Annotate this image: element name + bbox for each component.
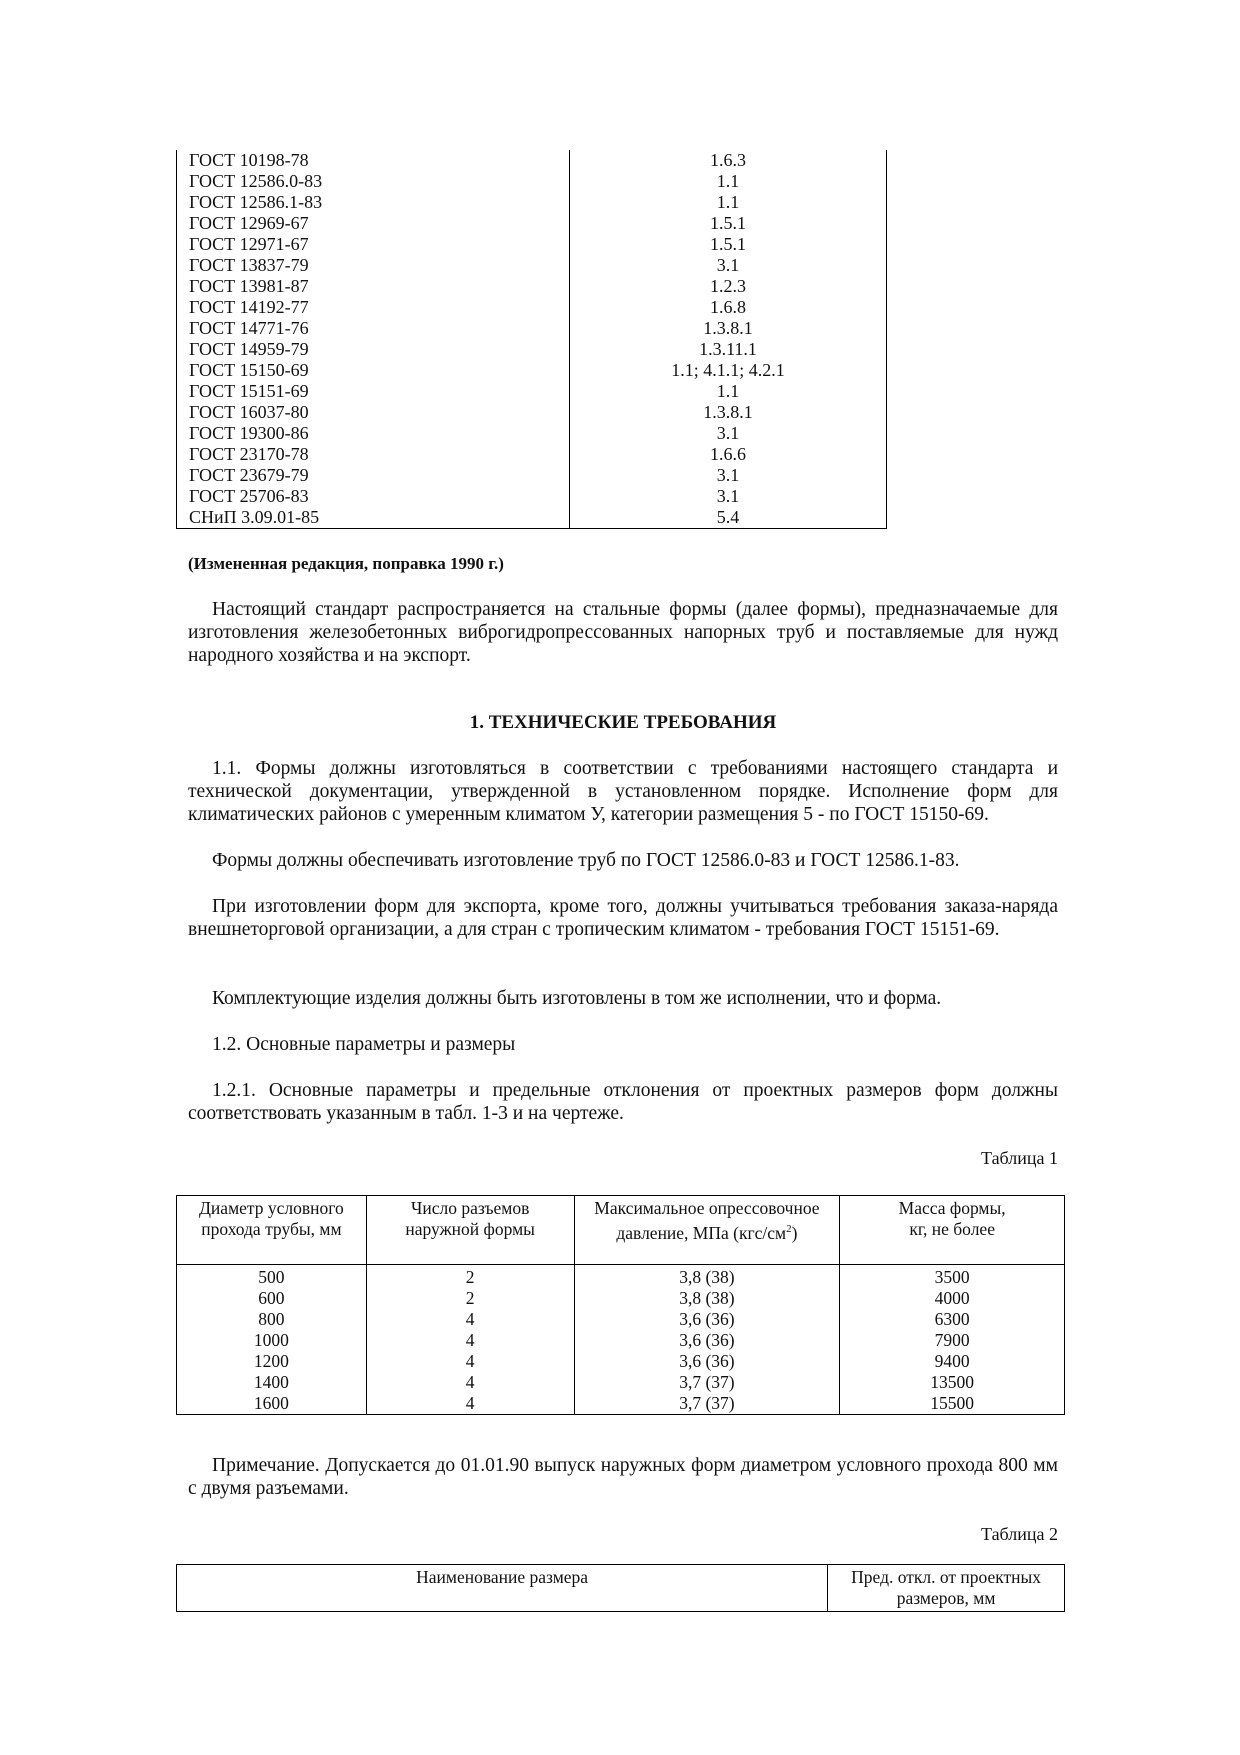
paragraph-export-text: При изготовлении форм для экспорта, кроме того, должны учитываться требования заказа-наряда внешнеторговой организации, а для стран с тропическим климатом - требования ГОСТ 15151-69. [188, 896, 1058, 940]
table1-row [177, 1309, 1065, 1330]
reference-row [177, 318, 887, 339]
table1-cell-pressure: 3,7 (37) [574, 1372, 840, 1393]
table1-cell-pressure: 3,6 (36) [574, 1330, 840, 1351]
reference-clause: 1.3.11.1 [570, 339, 887, 360]
reference-clause: 1.2.3 [570, 276, 887, 297]
table1-cell-mass: 9400 [840, 1351, 1065, 1372]
paragraph-export [188, 895, 1058, 941]
table2-header-name: Наименование размера [177, 1565, 828, 1612]
references-table [176, 150, 887, 529]
reference-doc: ГОСТ 12586.1-83 [177, 192, 570, 213]
table1-cell-pressure: 3,8 (38) [574, 1265, 840, 1289]
reference-doc: ГОСТ 15151-69 [177, 381, 570, 402]
amendment-note: (Измененная редакция, поправка 1990 г.) [188, 554, 504, 573]
reference-row [177, 423, 887, 444]
reference-clause: 3.1 [570, 423, 887, 444]
reference-clause: 1.6.6 [570, 444, 887, 465]
intro-text: Настоящий стандарт распространяется на стальные формы (далее формы), предназначаемые для изготовления железобетонных виброгидропрессованных напорных труб и поставляемые для нужд народного хозяйства и на экспорт. [188, 599, 1058, 666]
table2-header-tolerance: Пред. откл. от проектных размеров, мм [828, 1565, 1065, 1612]
reference-row [177, 360, 887, 381]
table1-cell-mass: 7900 [840, 1330, 1065, 1351]
table1-row [177, 1351, 1065, 1372]
table1-header-row [177, 1196, 1065, 1265]
paragraph-1-2-text: 1.2. Основные параметры и размеры [212, 1034, 516, 1055]
paragraph-components-text: Комплектующие изделия должны быть изготовлены в том же исполнении, что и форма. [212, 988, 942, 1009]
reference-row [177, 381, 887, 402]
reference-row [177, 402, 887, 423]
reference-row [177, 339, 887, 360]
table1-row [177, 1393, 1065, 1415]
paragraph-1-1-text: 1.1. Формы должны изготовляться в соответствии с требованиями настоящего стандарта и технической документации, утвержденной в установленном порядке. Исполнение форм для климатических районов с умеренным климатом У, категории размещения 5 - по ГОСТ 15150-69. [188, 758, 1058, 825]
reference-doc: ГОСТ 12971-67 [177, 234, 570, 255]
reference-doc: ГОСТ 10198-78 [177, 150, 570, 171]
table1-cell-mass: 15500 [840, 1393, 1065, 1415]
reference-row [177, 192, 887, 213]
table2-caption: Таблица 2 [981, 1524, 1058, 1544]
reference-doc: ГОСТ 19300-86 [177, 423, 570, 444]
reference-clause: 3.1 [570, 486, 887, 507]
table1-cell-mass: 4000 [840, 1288, 1065, 1309]
paragraph-1-2-1 [188, 1079, 1058, 1125]
table1-cell-joints: 4 [366, 1309, 574, 1330]
table1-cell-pressure: 3,6 (36) [574, 1351, 840, 1372]
table1-cell-joints: 4 [366, 1330, 574, 1351]
table1-cell-diameter: 1000 [177, 1330, 367, 1351]
table1-cell-mass: 13500 [840, 1372, 1065, 1393]
table1-cell-diameter: 800 [177, 1309, 367, 1330]
reference-clause: 1.1 [570, 192, 887, 213]
table1-note [188, 1454, 1058, 1500]
table2-header-row [177, 1565, 1065, 1612]
reference-clause: 5.4 [570, 507, 887, 529]
table1-cell-diameter: 1400 [177, 1372, 367, 1393]
paragraph-pipes-text: Формы должны обеспечивать изготовление труб по ГОСТ 12586.0-83 и ГОСТ 12586.1-83. [212, 850, 960, 871]
reference-doc: ГОСТ 25706-83 [177, 486, 570, 507]
reference-clause: 1.1 [570, 381, 887, 402]
reference-doc: ГОСТ 15150-69 [177, 360, 570, 381]
table1-cell-diameter: 600 [177, 1288, 367, 1309]
table1-cell-pressure: 3,6 (36) [574, 1309, 840, 1330]
reference-clause: 1.3.8.1 [570, 402, 887, 423]
reference-doc: ГОСТ 12969-67 [177, 213, 570, 234]
reference-clause: 1.6.3 [570, 150, 887, 171]
paragraph-1-2-1-text: 1.2.1. Основные параметры и предельные отклонения от проектных размеров форм должны соответствовать указанным в табл. 1-3 и на чертеже. [188, 1080, 1058, 1124]
reference-row [177, 150, 887, 171]
table1-header-joints: Число разъемов наружной формы [366, 1196, 574, 1265]
table1-header-mass: Масса формы, кг, не более [840, 1196, 1065, 1265]
reference-row [177, 276, 887, 297]
table1-cell-joints: 4 [366, 1393, 574, 1415]
reference-doc: ГОСТ 23170-78 [177, 444, 570, 465]
table1-cell-diameter: 1600 [177, 1393, 367, 1415]
table-1 [176, 1195, 1065, 1415]
reference-clause: 1.6.8 [570, 297, 887, 318]
paragraph-pipes [188, 849, 1058, 872]
table1-note-text: Примечание. Допускается до 01.01.90 выпуск наружных форм диаметром условного прохода 800 мм с двумя разъемами. [188, 1455, 1058, 1499]
reference-row [177, 444, 887, 465]
reference-row [177, 234, 887, 255]
table1-caption: Таблица 1 [981, 1148, 1058, 1168]
reference-row [177, 465, 887, 486]
table1-cell-pressure: 3,8 (38) [574, 1288, 840, 1309]
reference-doc: ГОСТ 12586.0-83 [177, 171, 570, 192]
table1-row [177, 1265, 1065, 1289]
table1-row [177, 1288, 1065, 1309]
reference-doc: ГОСТ 14959-79 [177, 339, 570, 360]
reference-clause: 1.1; 4.1.1; 4.2.1 [570, 360, 887, 381]
table1-row [177, 1330, 1065, 1351]
reference-row [177, 213, 887, 234]
table1-cell-mass: 3500 [840, 1265, 1065, 1289]
table1-cell-joints: 4 [366, 1372, 574, 1393]
reference-doc: СНиП 3.09.01-85 [177, 507, 570, 529]
reference-doc: ГОСТ 14771-76 [177, 318, 570, 339]
reference-clause: 1.5.1 [570, 234, 887, 255]
table1-cell-mass: 6300 [840, 1309, 1065, 1330]
reference-doc: ГОСТ 13837-79 [177, 255, 570, 276]
reference-doc: ГОСТ 16037-80 [177, 402, 570, 423]
reference-doc: ГОСТ 14192-77 [177, 297, 570, 318]
reference-clause: 3.1 [570, 255, 887, 276]
reference-row [177, 171, 887, 192]
table1-cell-joints: 2 [366, 1265, 574, 1289]
reference-clause: 3.1 [570, 465, 887, 486]
table1-cell-pressure: 3,7 (37) [574, 1393, 840, 1415]
reference-row [177, 297, 887, 318]
table1-row [177, 1372, 1065, 1393]
reference-doc: ГОСТ 13981-87 [177, 276, 570, 297]
table1-cell-diameter: 1200 [177, 1351, 367, 1372]
paragraph-1-2 [188, 1033, 1058, 1056]
reference-row [177, 507, 887, 529]
table-2 [176, 1564, 1065, 1612]
table1-cell-joints: 4 [366, 1351, 574, 1372]
reference-clause: 1.5.1 [570, 213, 887, 234]
paragraph-components [188, 987, 1058, 1010]
section-title: 1. ТЕХНИЧЕСКИЕ ТРЕБОВАНИЯ [469, 712, 777, 733]
reference-clause: 1.1 [570, 171, 887, 192]
reference-doc: ГОСТ 23679-79 [177, 465, 570, 486]
reference-clause: 1.3.8.1 [570, 318, 887, 339]
reference-row [177, 255, 887, 276]
intro-paragraph [188, 598, 1058, 667]
paragraph-1-1 [188, 757, 1058, 826]
table1-header-diameter: Диаметр условного прохода трубы, мм [177, 1196, 367, 1265]
reference-row [177, 486, 887, 507]
table1-header-pressure: Максимальное опрессовочное давление, МПа $(кгс/см^2)$ [574, 1196, 840, 1265]
table1-cell-joints: 2 [366, 1288, 574, 1309]
table1-cell-diameter: 500 [177, 1265, 367, 1289]
